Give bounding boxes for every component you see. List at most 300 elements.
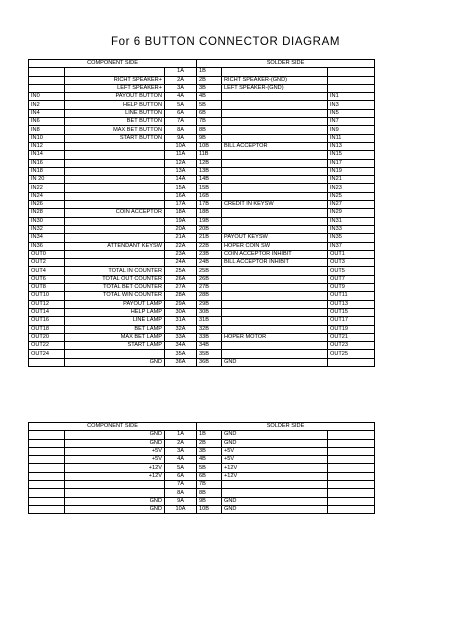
table-row — [29, 333, 375, 341]
signal-left-cell — [29, 76, 65, 84]
signal-right-cell: IN17 — [328, 159, 375, 167]
pin-b-cell: 10B — [197, 505, 222, 513]
table-row — [29, 126, 375, 134]
pin-a-cell: 11A — [165, 151, 197, 159]
pin-a-cell: 32A — [165, 325, 197, 333]
signal-right-cell: OUT15 — [328, 308, 375, 316]
pin-a-cell: 7A — [165, 118, 197, 126]
component-label-cell — [65, 68, 165, 76]
pin-b-cell: 9B — [197, 134, 222, 142]
signal-right-cell — [328, 439, 375, 447]
component-label-cell: +12V — [65, 464, 165, 472]
signal-left-cell: IN0 — [29, 93, 65, 101]
pin-b-cell: 23B — [197, 250, 222, 258]
signal-left-cell — [29, 431, 65, 439]
signal-right-cell: OUT21 — [328, 333, 375, 341]
solder-label-cell — [222, 300, 328, 308]
component-label-cell: RICHT SPEAKER+ — [65, 76, 165, 84]
signal-left-cell — [29, 439, 65, 447]
component-label-cell — [65, 142, 165, 150]
signal-left-cell: OUT10 — [29, 292, 65, 300]
pin-a-cell: 18A — [165, 209, 197, 217]
table-header-row — [29, 60, 375, 68]
table-row — [29, 68, 375, 76]
table-row — [29, 151, 375, 159]
component-label-cell — [65, 151, 165, 159]
signal-left-cell — [29, 358, 65, 366]
pin-a-cell: 4A — [165, 456, 197, 464]
pin-b-cell: 31B — [197, 317, 222, 325]
component-label-cell: LINE BUTTON — [65, 109, 165, 117]
signal-right-cell — [328, 505, 375, 513]
pin-a-cell: 6A — [165, 472, 197, 480]
signal-left-cell: IN2 — [29, 101, 65, 109]
pin-b-cell: 10B — [197, 142, 222, 150]
table-row — [29, 259, 375, 267]
pin-b-cell: 25B — [197, 267, 222, 275]
component-label-cell: TOTAL WIN COUNTER — [65, 292, 165, 300]
component-label-cell — [65, 159, 165, 167]
pin-b-cell: 18B — [197, 209, 222, 217]
table-row — [29, 159, 375, 167]
pin-b-cell: 3B — [197, 447, 222, 455]
pin-a-cell: 14A — [165, 176, 197, 184]
solder-label-cell — [222, 317, 328, 325]
pin-a-cell: 4A — [165, 93, 197, 101]
signal-right-cell: IN9 — [328, 126, 375, 134]
solder-label-cell: +5V — [222, 456, 328, 464]
signal-right-cell: IN11 — [328, 134, 375, 142]
pin-a-cell: 15A — [165, 184, 197, 192]
pin-a-cell: 9A — [165, 134, 197, 142]
signal-right-cell: OUT23 — [328, 342, 375, 350]
pin-b-cell: 19B — [197, 217, 222, 225]
table-row — [29, 76, 375, 84]
solder-label-cell: +12V — [222, 472, 328, 480]
pin-a-cell: 35A — [165, 350, 197, 358]
signal-right-cell: OUT1 — [328, 250, 375, 258]
signal-left-cell: OUT18 — [29, 325, 65, 333]
table-row — [29, 350, 375, 358]
table-row — [29, 217, 375, 225]
pin-a-cell: 5A — [165, 101, 197, 109]
signal-right-cell: IN3 — [328, 101, 375, 109]
signal-right-cell: OUT17 — [328, 317, 375, 325]
component-label-cell: START LAMP — [65, 342, 165, 350]
signal-right-cell: IN33 — [328, 225, 375, 233]
pin-a-cell: 2A — [165, 76, 197, 84]
solder-label-cell — [222, 192, 328, 200]
connector-table-power — [28, 422, 375, 514]
signal-right-cell: OUT25 — [328, 350, 375, 358]
pin-a-cell: 10A — [165, 142, 197, 150]
connector-table-main — [28, 59, 375, 367]
signal-right-cell: IN25 — [328, 192, 375, 200]
table-row — [29, 489, 375, 497]
solder-label-cell — [222, 284, 328, 292]
solder-label-cell — [222, 176, 328, 184]
component-label-cell — [65, 176, 165, 184]
pin-b-cell: 2B — [197, 439, 222, 447]
signal-right-cell: IN7 — [328, 118, 375, 126]
pin-a-cell: 25A — [165, 267, 197, 275]
pin-a-cell: 10A — [165, 505, 197, 513]
component-label-cell: +12V — [65, 472, 165, 480]
pin-b-cell: 8B — [197, 489, 222, 497]
pin-a-cell: 36A — [165, 358, 197, 366]
pin-a-cell: 12A — [165, 159, 197, 167]
pin-b-cell: 36B — [197, 358, 222, 366]
signal-left-cell — [29, 84, 65, 92]
signal-right-cell — [328, 456, 375, 464]
pin-a-cell: 7A — [165, 481, 197, 489]
signal-left-cell — [29, 456, 65, 464]
component-label-cell — [65, 217, 165, 225]
signal-right-cell — [328, 497, 375, 505]
table-row — [29, 284, 375, 292]
signal-left-cell — [29, 481, 65, 489]
solder-label-cell: PAYOUT KEYSW — [222, 234, 328, 242]
pin-b-cell: 6B — [197, 472, 222, 480]
signal-right-cell: IN19 — [328, 167, 375, 175]
pin-b-cell: 14B — [197, 176, 222, 184]
solder-label-cell — [222, 109, 328, 117]
signal-right-cell: IN31 — [328, 217, 375, 225]
signal-right-cell: IN21 — [328, 176, 375, 184]
signal-left-cell: IN16 — [29, 159, 65, 167]
component-label-cell — [65, 201, 165, 209]
signal-left-cell: OUT2 — [29, 259, 65, 267]
table-row — [29, 481, 375, 489]
table-row — [29, 447, 375, 455]
component-label-cell: +5V — [65, 447, 165, 455]
pin-b-cell: 34B — [197, 342, 222, 350]
component-label-cell — [65, 489, 165, 497]
pin-a-cell: 8A — [165, 126, 197, 134]
pin-b-cell: 20B — [197, 225, 222, 233]
component-side-header: COMPONENT SIDE — [29, 423, 197, 431]
table-row — [29, 300, 375, 308]
page-title: For 6 BUTTON CONNECTOR DIAGRAM — [110, 36, 341, 48]
signal-left-cell — [29, 464, 65, 472]
table-row — [29, 472, 375, 480]
pin-b-cell: 4B — [197, 456, 222, 464]
signal-left-cell: OUT4 — [29, 267, 65, 275]
component-label-cell — [65, 350, 165, 358]
signal-left-cell: OUT12 — [29, 300, 65, 308]
component-label-cell: GND — [65, 439, 165, 447]
pin-a-cell: 23A — [165, 250, 197, 258]
solder-label-cell: GND — [222, 497, 328, 505]
component-label-cell: MAX BET BUTTON — [65, 126, 165, 134]
table-row — [29, 250, 375, 258]
solder-side-header: SOLDER SIDE — [197, 60, 375, 68]
pin-a-cell: 3A — [165, 447, 197, 455]
component-label-cell: BET LAMP — [65, 325, 165, 333]
pin-a-cell: 17A — [165, 201, 197, 209]
component-label-cell — [65, 259, 165, 267]
pin-b-cell: 1B — [197, 431, 222, 439]
pin-a-cell: 21A — [165, 234, 197, 242]
table-row — [29, 234, 375, 242]
signal-left-cell: IN10 — [29, 134, 65, 142]
pin-a-cell: 34A — [165, 342, 197, 350]
component-label-cell — [65, 167, 165, 175]
pin-b-cell: 21B — [197, 234, 222, 242]
component-label-cell: PAYOUT BUTTON — [65, 93, 165, 101]
pin-b-cell: 13B — [197, 167, 222, 175]
component-label-cell: TOTAL BET COUNTER — [65, 284, 165, 292]
pin-b-cell: 33B — [197, 333, 222, 341]
signal-right-cell — [328, 76, 375, 84]
pin-a-cell: 31A — [165, 317, 197, 325]
solder-label-cell: COIN ACCEPTOR INHIBIT — [222, 250, 328, 258]
signal-right-cell — [328, 481, 375, 489]
signal-right-cell: IN35 — [328, 234, 375, 242]
signal-left-cell — [29, 472, 65, 480]
pin-a-cell: 1A — [165, 68, 197, 76]
signal-right-cell: IN27 — [328, 201, 375, 209]
table-row — [29, 176, 375, 184]
signal-left-cell: IN28 — [29, 209, 65, 217]
component-label-cell: BET BUTTON — [65, 118, 165, 126]
component-label-cell: LINE LAMP — [65, 317, 165, 325]
pin-a-cell: 33A — [165, 333, 197, 341]
table-row — [29, 464, 375, 472]
solder-label-cell — [222, 481, 328, 489]
pin-b-cell: 27B — [197, 284, 222, 292]
signal-right-cell — [328, 447, 375, 455]
signal-right-cell: OUT5 — [328, 267, 375, 275]
pin-b-cell: 32B — [197, 325, 222, 333]
pin-b-cell: 30B — [197, 308, 222, 316]
signal-right-cell: OUT3 — [328, 259, 375, 267]
signal-left-cell: IN18 — [29, 167, 65, 175]
pin-b-cell: 15B — [197, 184, 222, 192]
pin-a-cell: 27A — [165, 284, 197, 292]
signal-left-cell: OUT22 — [29, 342, 65, 350]
component-side-header: COMPONENT SIDE — [29, 60, 197, 68]
pin-b-cell: 22B — [197, 242, 222, 250]
signal-left-cell: IN6 — [29, 118, 65, 126]
solder-label-cell: GND — [222, 505, 328, 513]
pin-a-cell: 1A — [165, 431, 197, 439]
pin-b-cell: 8B — [197, 126, 222, 134]
table-row — [29, 308, 375, 316]
table-row — [29, 142, 375, 150]
solder-label-cell — [222, 151, 328, 159]
table-row — [29, 275, 375, 283]
table-row — [29, 167, 375, 175]
table-row — [29, 358, 375, 366]
table-row — [29, 201, 375, 209]
pin-b-cell: 26B — [197, 275, 222, 283]
solder-label-cell: LEFT SPEAKER-(GND) — [222, 84, 328, 92]
solder-label-cell: HOPER MOTOR — [222, 333, 328, 341]
pin-a-cell: 29A — [165, 300, 197, 308]
component-label-cell: GND — [65, 505, 165, 513]
table-row — [29, 209, 375, 217]
signal-right-cell — [328, 358, 375, 366]
table-row — [29, 93, 375, 101]
signal-left-cell: IN34 — [29, 234, 65, 242]
component-label-cell: +5V — [65, 456, 165, 464]
table-row — [29, 431, 375, 439]
table-row — [29, 134, 375, 142]
pin-b-cell: 35B — [197, 350, 222, 358]
table-row — [29, 439, 375, 447]
signal-left-cell: OUT24 — [29, 350, 65, 358]
signal-right-cell — [328, 489, 375, 497]
solder-label-cell — [222, 342, 328, 350]
table-row — [29, 497, 375, 505]
solder-label-cell — [222, 275, 328, 283]
solder-label-cell: GND — [222, 431, 328, 439]
component-label-cell: TOTAL OUT COUNTER — [65, 275, 165, 283]
component-label-cell — [65, 184, 165, 192]
table-row — [29, 342, 375, 350]
solder-label-cell — [222, 184, 328, 192]
signal-right-cell: IN5 — [328, 109, 375, 117]
solder-label-cell — [222, 167, 328, 175]
signal-left-cell: OUT8 — [29, 284, 65, 292]
component-label-cell: GND — [65, 431, 165, 439]
pin-a-cell: 8A — [165, 489, 197, 497]
solder-label-cell — [222, 126, 328, 134]
pin-b-cell: 6B — [197, 109, 222, 117]
pin-b-cell: 7B — [197, 118, 222, 126]
pin-b-cell: 4B — [197, 93, 222, 101]
pin-b-cell: 17B — [197, 201, 222, 209]
signal-left-cell — [29, 497, 65, 505]
solder-label-cell — [222, 225, 328, 233]
pin-b-cell: 5B — [197, 464, 222, 472]
component-label-cell — [65, 225, 165, 233]
solder-label-cell — [222, 217, 328, 225]
solder-label-cell: HOPER COIN SW — [222, 242, 328, 250]
signal-left-cell: IN12 — [29, 142, 65, 150]
table-row — [29, 317, 375, 325]
component-label-cell — [65, 234, 165, 242]
solder-label-cell — [222, 292, 328, 300]
table-row — [29, 84, 375, 92]
signal-right-cell — [328, 472, 375, 480]
pin-b-cell: 5B — [197, 101, 222, 109]
pin-b-cell: 1B — [197, 68, 222, 76]
signal-right-cell: OUT7 — [328, 275, 375, 283]
solder-label-cell — [222, 159, 328, 167]
signal-left-cell — [29, 68, 65, 76]
component-label-cell: TOTAL IN COUNTER — [65, 267, 165, 275]
signal-left-cell: IN 20 — [29, 176, 65, 184]
signal-left-cell: OUT16 — [29, 317, 65, 325]
signal-right-cell — [328, 68, 375, 76]
pin-a-cell: 3A — [165, 84, 197, 92]
signal-left-cell: OUT14 — [29, 308, 65, 316]
signal-right-cell: IN1 — [328, 93, 375, 101]
signal-right-cell — [328, 464, 375, 472]
solder-label-cell — [222, 325, 328, 333]
signal-right-cell: IN37 — [328, 242, 375, 250]
signal-right-cell: OUT9 — [328, 284, 375, 292]
component-label-cell — [65, 481, 165, 489]
signal-left-cell: IN26 — [29, 201, 65, 209]
table-header-row — [29, 423, 375, 431]
solder-label-cell: GND — [222, 439, 328, 447]
signal-right-cell: IN23 — [328, 184, 375, 192]
table-row — [29, 184, 375, 192]
pin-b-cell: 2B — [197, 76, 222, 84]
pin-a-cell: 19A — [165, 217, 197, 225]
signal-right-cell — [328, 84, 375, 92]
pin-b-cell: 28B — [197, 292, 222, 300]
component-label-cell: MAX BET LAMP — [65, 333, 165, 341]
solder-label-cell: +12V — [222, 464, 328, 472]
component-label-cell: HELP BUTTON — [65, 101, 165, 109]
solder-label-cell — [222, 134, 328, 142]
pin-a-cell: 26A — [165, 275, 197, 283]
component-label-cell: HELP LAMP — [65, 308, 165, 316]
pin-a-cell: 6A — [165, 109, 197, 117]
table-row — [29, 225, 375, 233]
pin-a-cell: 22A — [165, 242, 197, 250]
component-label-cell: PAYOUT LAMP — [65, 300, 165, 308]
pin-a-cell: 13A — [165, 167, 197, 175]
solder-label-cell — [222, 308, 328, 316]
table-row — [29, 118, 375, 126]
pin-a-cell: 24A — [165, 259, 197, 267]
pin-b-cell: 16B — [197, 192, 222, 200]
pin-a-cell: 28A — [165, 292, 197, 300]
solder-label-cell — [222, 350, 328, 358]
signal-left-cell — [29, 447, 65, 455]
signal-right-cell: IN29 — [328, 209, 375, 217]
pin-b-cell: 12B — [197, 159, 222, 167]
signal-right-cell: OUT19 — [328, 325, 375, 333]
table-row — [29, 505, 375, 513]
signal-left-cell: OUT0 — [29, 250, 65, 258]
component-label-cell: GND — [65, 497, 165, 505]
signal-left-cell: IN30 — [29, 217, 65, 225]
signal-left-cell: IN32 — [29, 225, 65, 233]
solder-label-cell: CREDIT IN KEYSW — [222, 201, 328, 209]
solder-label-cell — [222, 489, 328, 497]
table-row — [29, 192, 375, 200]
table-row — [29, 242, 375, 250]
signal-right-cell: IN15 — [328, 151, 375, 159]
solder-label-cell — [222, 68, 328, 76]
pin-a-cell: 16A — [165, 192, 197, 200]
table-row — [29, 456, 375, 464]
component-label-cell: COIN ACCEPTOR — [65, 209, 165, 217]
component-label-cell: LEFT SPEAKER+ — [65, 84, 165, 92]
solder-label-cell — [222, 93, 328, 101]
signal-left-cell: OUT20 — [29, 333, 65, 341]
solder-label-cell — [222, 209, 328, 217]
solder-label-cell: +5V — [222, 447, 328, 455]
component-label-cell — [65, 250, 165, 258]
pin-a-cell: 9A — [165, 497, 197, 505]
signal-right-cell — [328, 431, 375, 439]
signal-left-cell: IN8 — [29, 126, 65, 134]
pin-a-cell: 20A — [165, 225, 197, 233]
pin-b-cell: 29B — [197, 300, 222, 308]
component-label-cell: ATTENDANT KEYSW — [65, 242, 165, 250]
table-row — [29, 292, 375, 300]
component-label-cell: GND — [65, 358, 165, 366]
signal-left-cell — [29, 489, 65, 497]
signal-left-cell: IN36 — [29, 242, 65, 250]
